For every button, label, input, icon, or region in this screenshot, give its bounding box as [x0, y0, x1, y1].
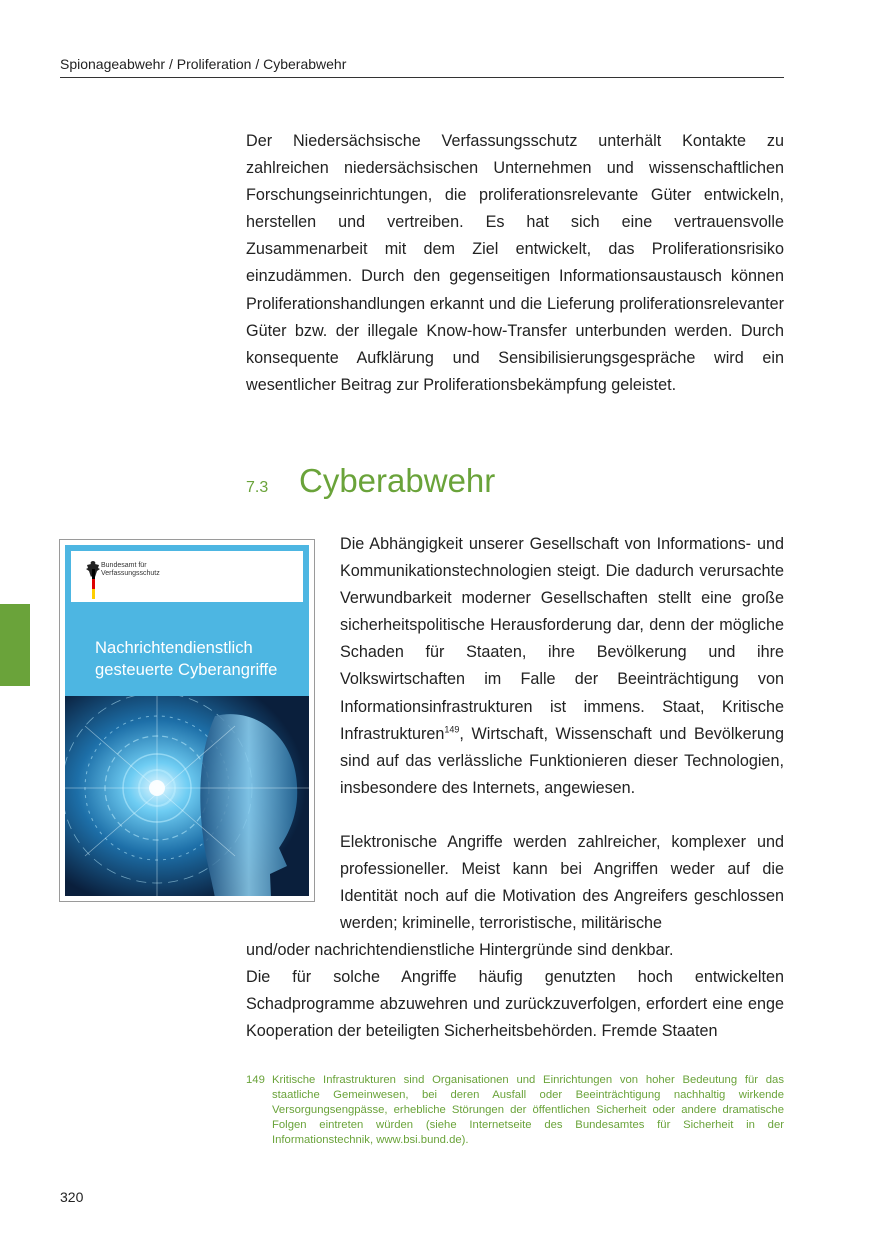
running-header	[60, 56, 784, 78]
cover-logo-box	[71, 551, 303, 602]
cover-title-line2: gesteuerte Cyberangriffe	[95, 660, 278, 679]
cover-title-line1: Nachrichtendienstlich	[95, 638, 253, 657]
paragraph-attacks: Elektronische Angriffe werden zahlreicher, komplexer und professioneller. Meist kann bei Angriffen weder auf die Identität noch auf die Motivation des Angreifers geschlossen werden; kriminelle, terroristische, militärische	[340, 833, 784, 933]
cover-logo-text	[101, 562, 160, 578]
footnote	[246, 1073, 784, 1148]
section-number: 7.3	[246, 479, 269, 496]
paragraph-dependence	[340, 531, 784, 802]
chapter-side-tab	[0, 604, 30, 686]
paragraph-dependence-part1: Die Abhängigkeit unserer Gesellschaft von Informations- und Kommunikationstechnologien steigt. Die dadurch verursachte Verwundbarkeit moderner Gesellschaften stellt eine große sicherheitspolitische Herausforderung dar, denn der mögliche Schaden für Staaten, ihre Bevölkerung und ihre Volkswirtschaften im Falle der Beeinträchtigung von Informationsinfrastrukturen ist immens. Staat, Kritische Infrastrukturen	[340, 535, 784, 743]
section-title: Cyberabwehr	[299, 462, 496, 499]
cover-logo-line1: Bundesamt für	[101, 562, 147, 569]
footnote-text: Kritische Infrastrukturen sind Organisationen und Einrichtungen von hoher Bedeutung für das staatliche Gemeinwesen, bei deren Ausfall oder Beeinträchtigung nachhaltig wirkende Versorgungsengpässe, erhebliche Störungen der öffentlichen Sicherheit oder andere dramatische Folgen eintreten würden (siehe Internetseite des Bundesamtes für Sicherheit in der Informationstechnik, www.bsi.bund.de).	[272, 1074, 784, 1146]
brochure-cover-image	[59, 539, 315, 902]
paragraph-dependence-part2: , Wirtschaft, Wissenschaft und Bevölkerung sind auf das verlässliche Funktionieren dieser Technologien, insbesondere des Internets, angewiesen.	[340, 724, 784, 797]
paragraph-proliferation: Der Niedersächsische Verfassungsschutz unterhält Kontakte zu zahlreichen niedersächsischen Unternehmen und wissenschaftlichen Forschungseinrichtungen, die proliferationsrelevante Güter entwickeln, herstellen und vertreiben. Es hat sich eine vertrauensvolle Zusammenarbeit mit dem Ziel entwickelt, das Proliferationsrisiko einzudämmen. Durch den gegenseitigen Informationsaustausch können Proliferationshandlungen erkannt und die Lieferung proliferationsrelevanter Güter bzw. der illegale Know-how-Transfer unterbunden werden. Durch konsequente Aufklärung und Sensibilisierungsgespräche wird ein wesentlicher Beitrag zur Proliferationsbekämpfung geleistet.	[246, 132, 784, 394]
cover-title	[95, 637, 309, 681]
footnote-reference[interactable]: 149	[444, 724, 460, 735]
footnote-number: 149	[246, 1074, 265, 1086]
flag-bar-icon	[92, 569, 95, 599]
paragraph-malware: Die für solche Angriffe häufig genutzten hoch entwickelten Schadprogramme abzuwehren und zurückzuverfolgen, erfordert eine enge Kooperation der beteiligten Sicherheitsbehörden. Fremde Staaten	[246, 968, 784, 1041]
cyber-head-illustration	[65, 696, 309, 896]
page-number: 320	[60, 1189, 84, 1205]
cover-logo-line2: Verfassungsschutz	[101, 570, 160, 577]
paragraph-attacks-continued: und/oder nachrichtendienstliche Hintergründe sind denkbar.	[246, 941, 674, 959]
running-title: Spionageabwehr / Proliferation / Cyberabwehr	[60, 56, 347, 72]
cover-background	[65, 545, 309, 896]
section-heading	[246, 462, 784, 500]
